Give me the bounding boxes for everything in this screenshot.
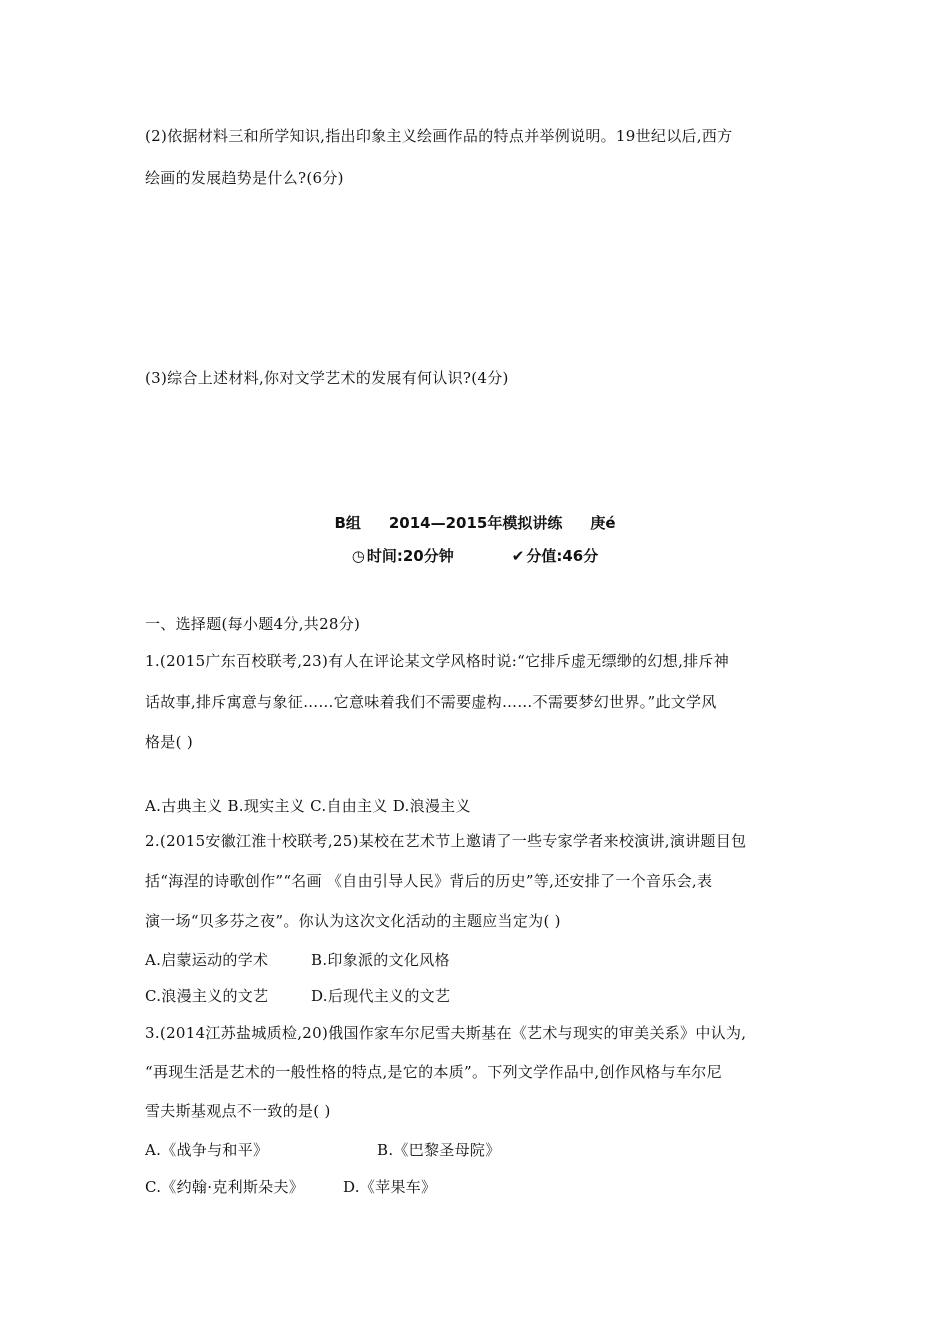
mcq-1-line-1: 1.(2015广东百校联考,23)有人在评论某文学风格时说:“它排斥虚无缥缈的幻想,排斥神 bbox=[145, 652, 730, 670]
mcq-2-option-c: C.浪漫主义的文艺 bbox=[145, 987, 269, 1005]
section-b-suffix: 庚é bbox=[590, 514, 616, 532]
mcq-2-line-3: 演一场“贝多芬之夜”。你认为这次文化活动的主题应当定为( ) bbox=[145, 912, 561, 930]
question-3-line-1: (3)综合上述材料,你对文学艺术的发展有何认识?(4分) bbox=[145, 369, 509, 387]
mcq-3-options-cd bbox=[145, 1177, 437, 1197]
mcq-1-line-2: 话故事,排斥寓意与象征……它意味着我们不需要虚构……不需要梦幻世界。”此文学风 bbox=[145, 693, 717, 711]
question-2-line-1: (2)依据材料三和所学知识,指出印象主义绘画作品的特点并举例说明。19世纪以后,西方 bbox=[145, 127, 733, 145]
section-b-meta bbox=[0, 546, 950, 566]
section-b-title bbox=[0, 513, 950, 533]
mcq-2-options-cd bbox=[145, 986, 451, 1006]
mcq-1-options: A.古典主义 B.现实主义 C.自由主义 D.浪漫主义 bbox=[145, 797, 471, 815]
mcq-2-line-1: 2.(2015安徽江淮十校联考,25)某校在艺术节上邀请了一些专家学者来校演讲,演讲题目包 bbox=[145, 832, 747, 850]
check-circle-icon: ✔ bbox=[511, 547, 525, 565]
mcq-2-option-d: D.后现代主义的文艺 bbox=[311, 987, 451, 1005]
mcq-3-line-2: “再现生活是艺术的一般性格的特点,是它的本质”。下列文学作品中,创作风格与车尔尼 bbox=[145, 1063, 722, 1081]
mcq-2-line-2: 括“海涅的诗歌创作”“名画 《自由引导人民》背后的历史”等,还安排了一个音乐会,表 bbox=[145, 872, 713, 890]
mcq-2-options-ab bbox=[145, 950, 450, 970]
mcq-2-option-b: B.印象派的文化风格 bbox=[311, 951, 450, 969]
mcq-1-line-3: 格是( ) bbox=[145, 733, 193, 751]
question-2-line-2: 绘画的发展趋势是什么?(6分) bbox=[145, 169, 344, 187]
section-b-label: B组 bbox=[334, 514, 361, 532]
mcq-3-line-1: 3.(2014江苏盐城质检,20)俄国作家车尔尼雪夫斯基在《艺术与现实的审美关系》中认为, bbox=[145, 1024, 747, 1042]
clock-icon: ◷ bbox=[351, 547, 365, 565]
mcq-3-option-d: D.《苹果车》 bbox=[343, 1178, 437, 1196]
section-b-years: 2014—2015年模拟讲练 bbox=[388, 514, 563, 532]
time-label: 时间:20分钟 bbox=[366, 547, 454, 565]
mcq-3-options-ab bbox=[145, 1140, 501, 1160]
mcq-3-option-c: C.《约翰·克利斯朵夫》 bbox=[145, 1178, 305, 1196]
mcq-2-option-a: A.启蒙运动的学术 bbox=[145, 951, 269, 969]
score-label: 分值:46分 bbox=[526, 547, 599, 565]
mcq-heading: 一、选择题(每小题4分,共28分) bbox=[145, 615, 361, 633]
mcq-3-option-b: B.《巴黎圣母院》 bbox=[377, 1141, 501, 1159]
mcq-3-option-a: A.《战争与和平》 bbox=[145, 1141, 269, 1159]
mcq-3-line-3: 雪夫斯基观点不一致的是( ) bbox=[145, 1102, 331, 1120]
